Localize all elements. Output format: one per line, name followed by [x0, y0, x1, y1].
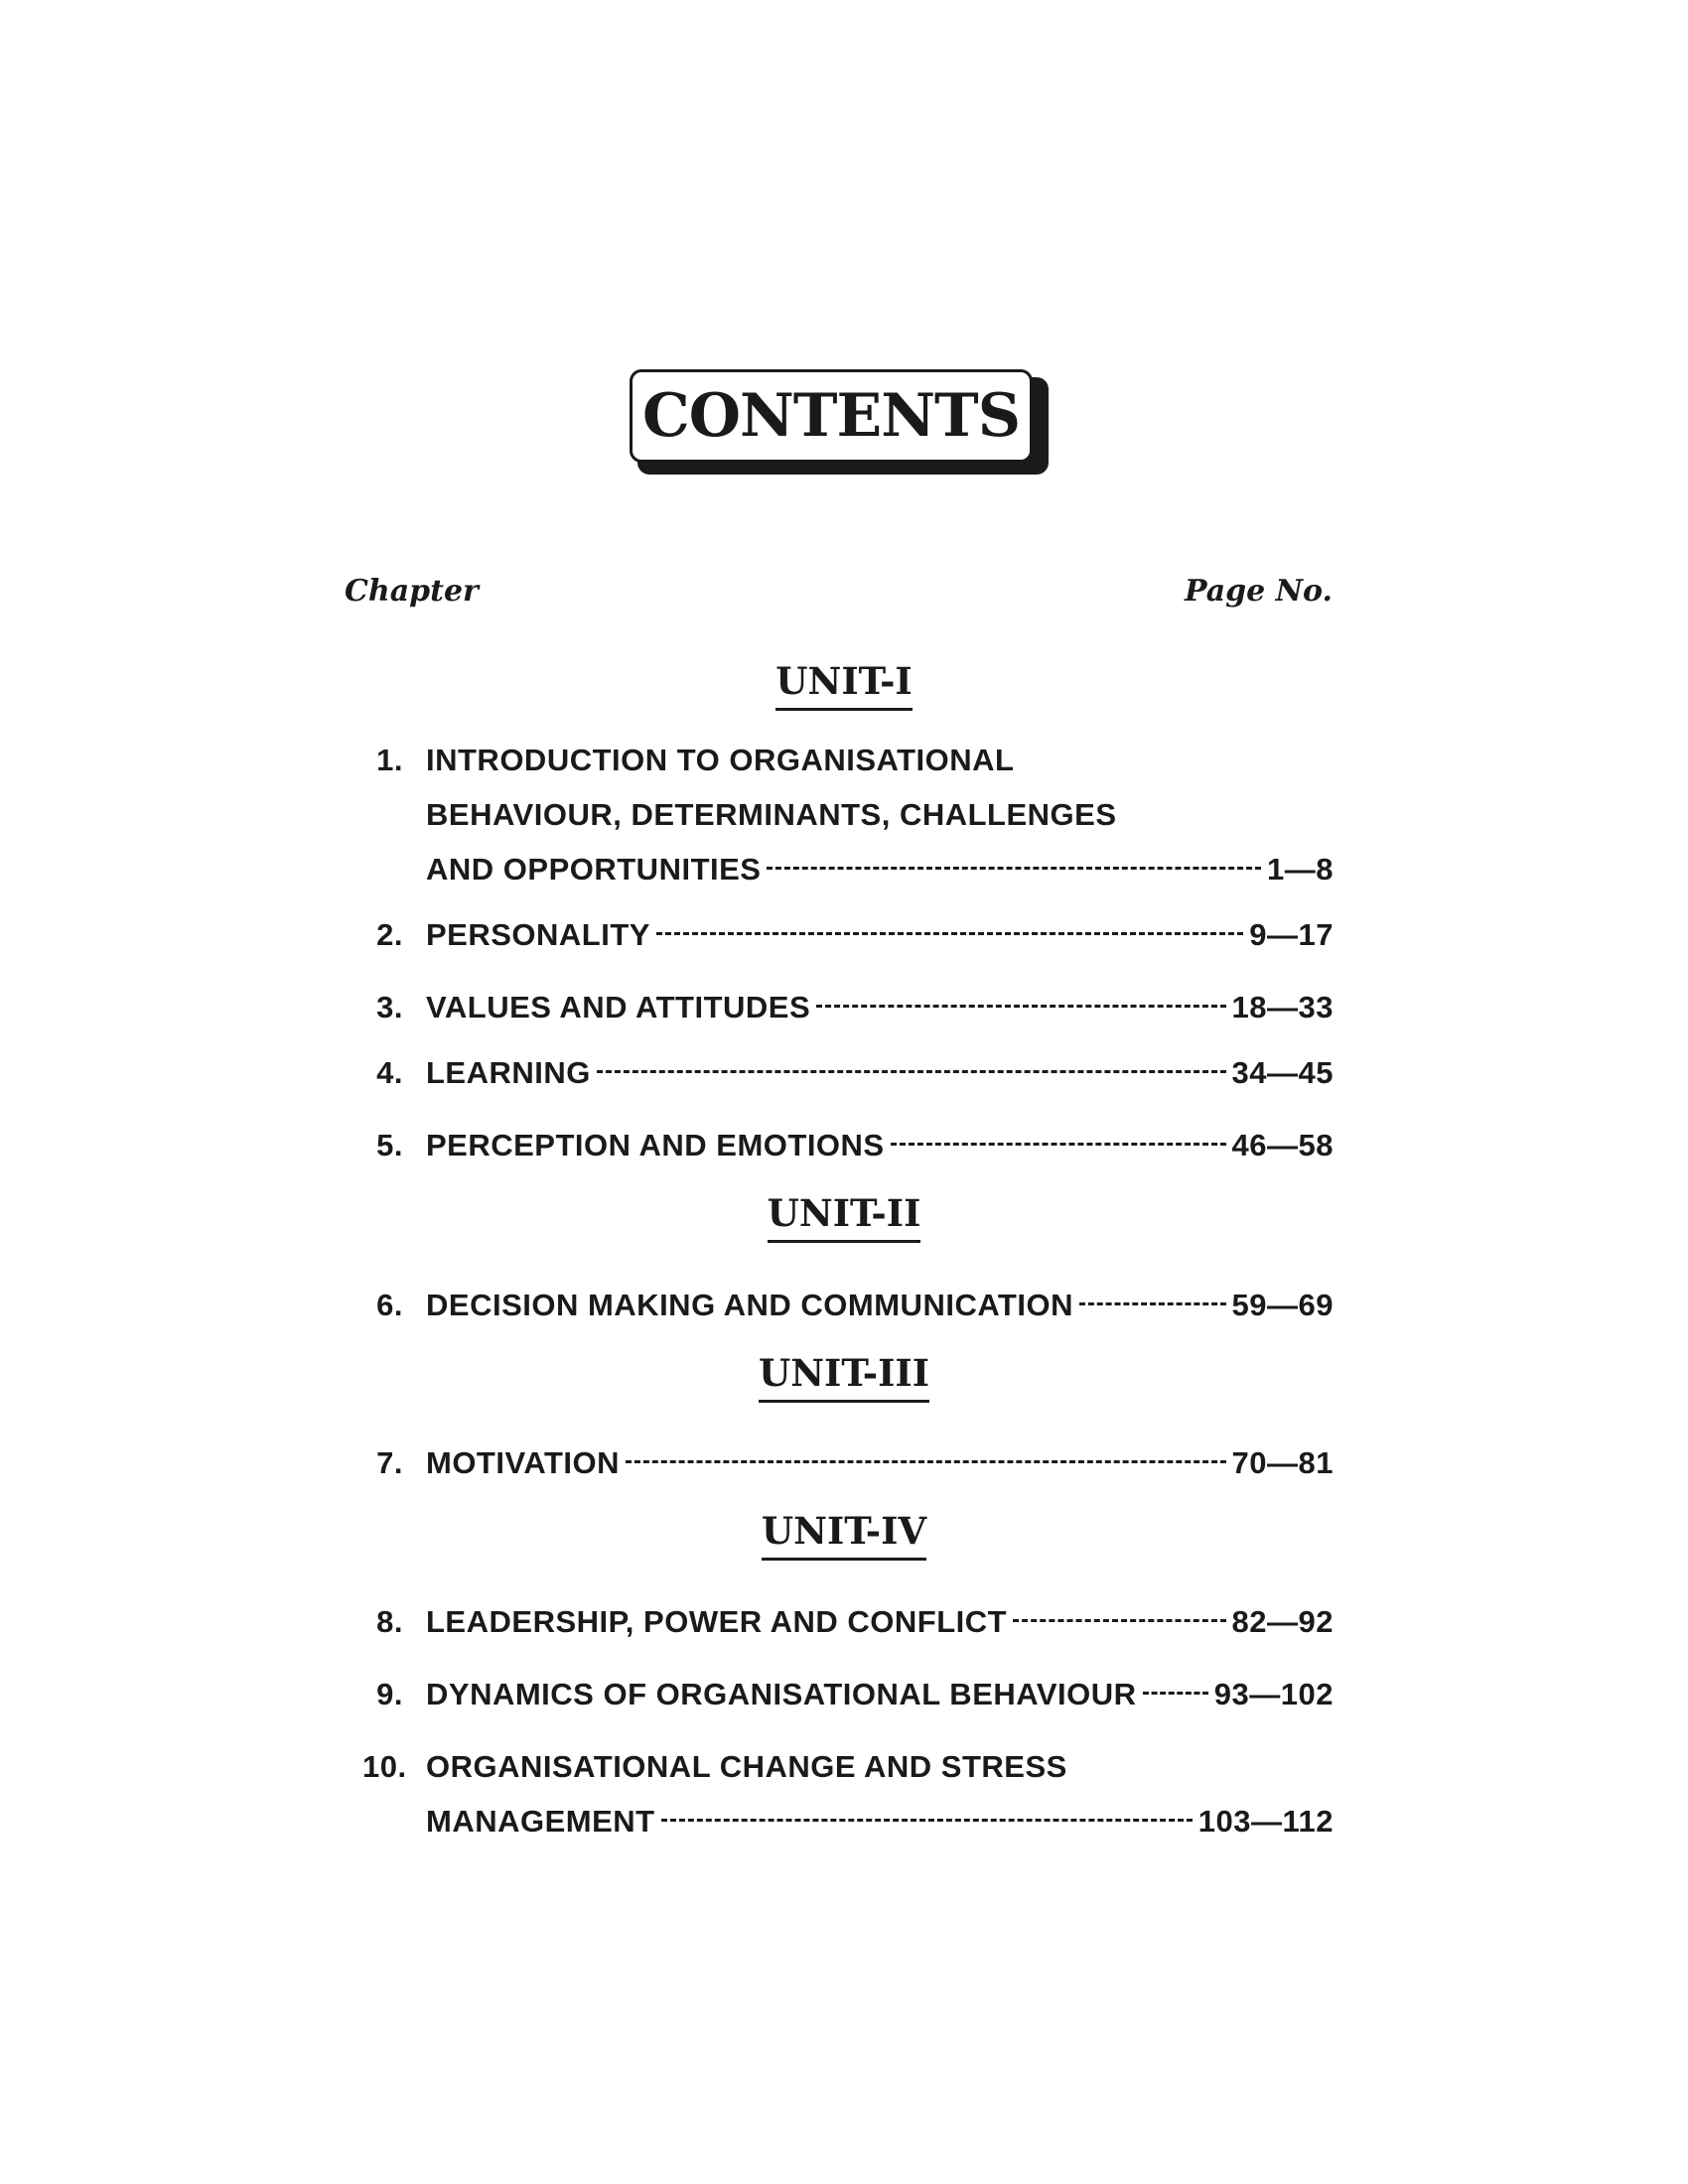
entry-title-line: [426, 852, 1334, 887]
entry-title-line: BEHAVIOUR, DETERMINANTS, CHALLENGES: [426, 797, 1117, 832]
entry-number: 7.: [376, 1445, 403, 1480]
entry-number: 1.: [376, 743, 403, 777]
contents-title-frame: [630, 369, 1049, 475]
toc-entry-5[interactable]: [362, 1128, 1334, 1167]
entry-title-text: VALUES AND ATTITUDES: [426, 990, 811, 1024]
toc-entry-10[interactable]: [362, 1749, 1334, 1848]
dot-leader: [1143, 1692, 1208, 1695]
entry-title-line: [426, 1055, 1334, 1091]
entry-title-text: LEADERSHIP, POWER AND CONFLICT: [426, 1604, 1008, 1639]
unit-heading-4: UNIT-IV: [0, 1509, 1688, 1561]
page-no-column-header: Page No.: [1184, 574, 1333, 609]
entry-number: 10.: [362, 1749, 407, 1784]
dot-leader: [767, 867, 1261, 870]
entry-title-text: MOTIVATION: [426, 1445, 620, 1480]
unit-heading-3: UNIT-III: [0, 1351, 1688, 1403]
entry-number: 6.: [376, 1288, 403, 1322]
entry-page-range: 70—81: [1231, 1445, 1334, 1480]
entry-page-range: 1—8: [1267, 852, 1334, 887]
unit-heading-1: UNIT-I: [0, 659, 1688, 711]
entry-page-range: 103—112: [1197, 1804, 1334, 1839]
dot-leader: [626, 1460, 1226, 1463]
entry-title-text: AND OPPORTUNITIES: [426, 852, 762, 887]
entry-title-line: ORGANISATIONAL CHANGE AND STRESS: [426, 1749, 1067, 1784]
entry-number: 4.: [376, 1055, 403, 1090]
entry-page-range: 18—33: [1231, 990, 1334, 1024]
dot-leader: [656, 932, 1243, 935]
toc-entry-1[interactable]: [362, 743, 1334, 891]
entry-title-text: PERCEPTION AND EMOTIONS: [426, 1128, 885, 1162]
entry-title-line: INTRODUCTION TO ORGANISATIONAL: [426, 743, 1015, 777]
entry-number: 5.: [376, 1128, 403, 1162]
dot-leader: [891, 1143, 1226, 1146]
dot-leader: [661, 1819, 1193, 1822]
dot-leader: [816, 1005, 1225, 1008]
entry-page-range: 9—17: [1249, 917, 1334, 952]
toc-entry-2[interactable]: [362, 917, 1334, 957]
entry-page-range: 59—69: [1231, 1288, 1334, 1322]
toc-entry-7[interactable]: [362, 1445, 1334, 1485]
entry-title-text: MANAGEMENT: [426, 1804, 655, 1839]
entry-title-text: LEARNING: [426, 1055, 591, 1090]
entry-title-line: [426, 1128, 1334, 1163]
entry-number: 2.: [376, 917, 403, 952]
entry-page-range: 34—45: [1231, 1055, 1334, 1090]
entry-title-text: PERSONALITY: [426, 917, 650, 952]
entry-number: 3.: [376, 990, 403, 1024]
entry-title-line: [426, 1445, 1334, 1481]
entry-page-range: 82—92: [1231, 1604, 1334, 1639]
entry-title-line: [426, 1604, 1334, 1640]
entry-title-text: DYNAMICS OF ORGANISATIONAL BEHAVIOUR: [426, 1677, 1137, 1711]
entry-page-range: 46—58: [1231, 1128, 1334, 1162]
entry-number: 8.: [376, 1604, 403, 1639]
dot-leader: [597, 1070, 1226, 1073]
entry-title-line: [426, 1804, 1334, 1840]
dot-leader: [1079, 1302, 1226, 1305]
entry-number: 9.: [376, 1677, 403, 1711]
toc-entry-4[interactable]: [362, 1055, 1334, 1095]
toc-entry-6[interactable]: [362, 1288, 1334, 1327]
toc-entry-3[interactable]: [362, 990, 1334, 1029]
entry-title-line: [426, 1677, 1334, 1712]
page-title: CONTENTS: [630, 369, 1033, 463]
unit-heading-2: UNIT-II: [0, 1191, 1688, 1243]
entry-title-text: DECISION MAKING AND COMMUNICATION: [426, 1288, 1073, 1322]
entry-title-line: [426, 1288, 1334, 1323]
dot-leader: [1013, 1619, 1225, 1622]
entry-title-line: [426, 917, 1334, 953]
toc-entry-9[interactable]: [362, 1677, 1334, 1716]
entry-page-range: 93—102: [1213, 1677, 1334, 1711]
toc-entry-8[interactable]: [362, 1604, 1334, 1644]
entry-title-line: [426, 990, 1334, 1025]
chapter-column-header: Chapter: [345, 574, 479, 609]
